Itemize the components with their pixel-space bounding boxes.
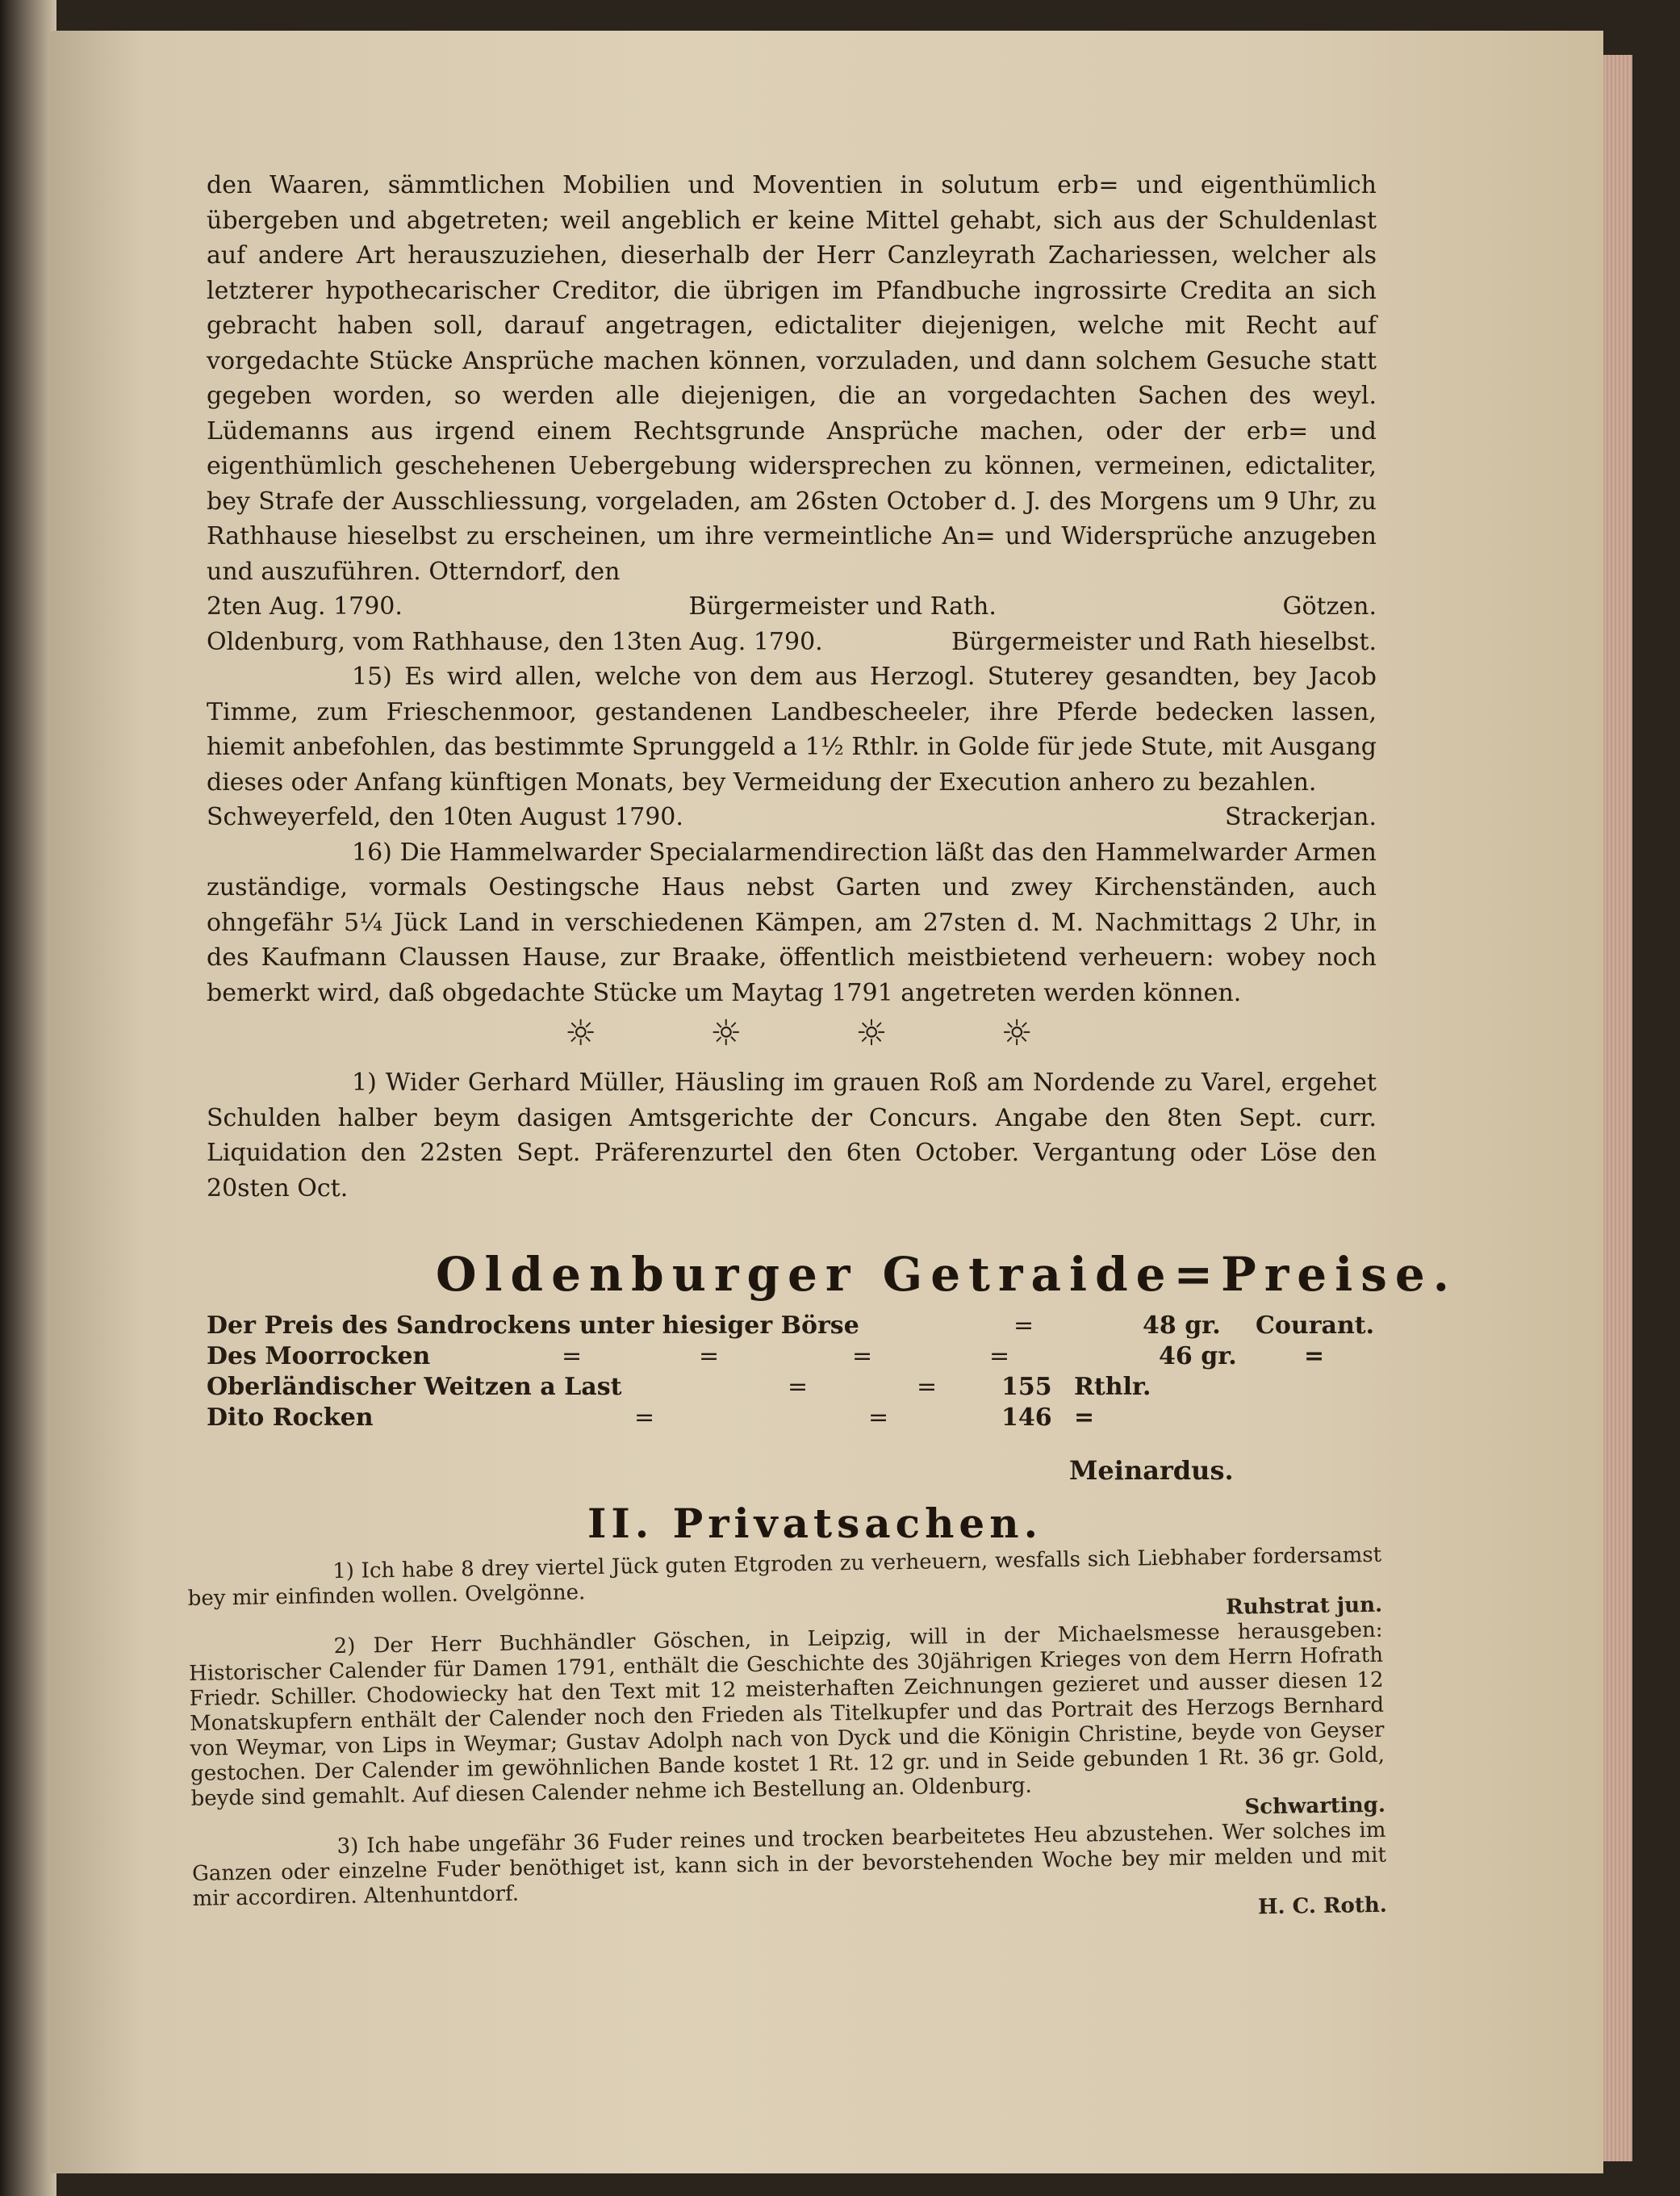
private-item-1-sign: Ruhstrat jun. <box>1225 1592 1383 1620</box>
private-notices <box>187 1543 1387 1937</box>
ditto-mark: = <box>868 1403 889 1432</box>
ditto-mark: = <box>989 1342 1010 1370</box>
page-edges <box>1603 55 1632 2161</box>
private-item-1: 1) Ich habe 8 drey viertel Jück guten Etgroden zu verheuern, wesfalls sich Liebhaber fordersamst bey mir einfinden wollen. Ovelgönne. <box>187 1542 1382 1611</box>
ditto-mark: = <box>1013 1311 1034 1340</box>
price-value: 48 gr. <box>1143 1311 1221 1340</box>
grain-price-table <box>207 1311 1377 1434</box>
price-label: Des Moorrocken <box>207 1342 431 1370</box>
price-unit: = <box>1074 1403 1095 1432</box>
price-value: 155 <box>1001 1373 1052 1401</box>
ditto-mark: = <box>634 1403 655 1432</box>
public-notices <box>207 168 1377 1010</box>
luedemann-notice: den Waaren, sämmtlichen Mobilien und Moventien in solutum erb= und eigenthümlich übergeben und abgetreten; weil angeblich er keine Mittel gehabt, sich aus der Schuldenlast auf andere Art herauszuziehen, dieserhalb der Herr Canzleyrath Zachariessen, welcher als letzterer hypothecarischer Creditor, die übrigen im Pfandbuche ingrossirte Credita an sich gebracht haben soll, darauf angetragen, edictaliter diejenigen, welche mit Recht auf vorgedachte Stücke Ansprüche machen können, vorzuladen, und dann solchem Gesuche statt gegeben worden, so werden alle diejenigen, die an vorgedachten Sachen des weyl. Lüdemanns aus irgend einem Rechtsgrunde Ansprüche machen, oder der erb= und eigenthümlich geschehenen Uebergebung widersprechen zu können, vermeinen, edictaliter, bey Strafe der Ausschliessung, vorgeladen, am 26sten October d. J. des Morgens um 9 Uhr, zu Rathhause hieselbst zu erscheinen, um ihre vermeintliche An= und Widersprüche anzugeben und auszuführen. Otterndorf, den <box>207 171 1377 586</box>
otterndorf-date: 2ten Aug. 1790. <box>207 592 403 621</box>
oldenburg-signature-line <box>207 625 1377 660</box>
price-unit: Courant. <box>1256 1311 1375 1340</box>
ditto-mark: = <box>788 1373 809 1401</box>
ditto-marks <box>207 1373 1377 1403</box>
concurs-notice <box>207 1065 1377 1206</box>
ditto-marks <box>207 1403 1377 1434</box>
price-unit: Rthlr. <box>1074 1373 1151 1401</box>
private-item-3: 3) Ich habe ungefähr 36 Fuder reines und trocken bearbeitetes Heu abzustehen. Wer solches im Ganzen oder einzelne Fuder benöthiget ist, kann sich in der bevorstehenden Woche bey mir melden und mit mir accordiren. Altenhuntdorf. <box>191 1817 1387 1911</box>
private-item-3-sign: H. C. Roth. <box>1257 1893 1388 1920</box>
price-value: 46 gr. <box>1159 1342 1237 1370</box>
otterndorf-signature-line <box>207 589 1377 625</box>
ditto-mark: = <box>699 1342 720 1370</box>
price-unit: = <box>1304 1342 1325 1370</box>
grain-prices-heading: Oldenburger Getraide=Preise. <box>436 1247 1457 1302</box>
sun-ornament-icon: ☼ <box>565 1013 597 1054</box>
sun-ornament-icon: ☼ <box>855 1013 888 1054</box>
ditto-mark: = <box>917 1373 938 1401</box>
notice-15-signature-line <box>207 800 1377 835</box>
otterndorf-sign: Götzen. <box>1282 592 1377 621</box>
sun-ornament-icon: ☼ <box>710 1013 742 1054</box>
oldenburg-issuer: Bürgermeister und Rath hieselbst. <box>951 627 1377 656</box>
price-value: 146 <box>1001 1403 1052 1432</box>
private-item-2-sign: Schwarting. <box>1244 1792 1386 1820</box>
ditto-mark: = <box>852 1342 873 1370</box>
book-spine <box>0 0 56 2196</box>
notice-15: 15) Es wird allen, welche von dem aus Herzogl. Stuterey gesandten, bey Jacob Timme, zum Frieschenmoor, gestandenen Landbescheeler, ihre Pferde bedecken lassen, hiemit anbefohlen, das bestimmte Sprunggeld a 1½ Rthlr. in Golde für jede Stute, mit Ausgang dieses oder Anfang künftigen Monats, bey Vermeidung der Execution anhero zu bezahlen. <box>207 663 1377 797</box>
price-row <box>207 1403 1377 1434</box>
otterndorf-issuer: Bürgermeister und Rath. <box>688 592 997 621</box>
price-label: Der Preis des Sandrockens unter hiesiger Börse <box>207 1311 859 1340</box>
concurs-text: 1) Wider Gerhard Müller, Häusling im grauen Roß am Nordende zu Varel, ergehet Schulden halber beym dasigen Amtsgerichte der Concurs. Angabe den 8ten Sept. curr. Liquidation den 22sten Sept. Präferenzurtel den 6ten October. Vergantung oder Löse den 20sten Oct. <box>207 1069 1377 1203</box>
notice-16: 16) Die Hammelwarder Specialarmendirection läßt das den Hammelwarder Armen zuständige, vormals Oestingsche Haus nebst Garten und zwey Kirchenständen, auch ohngefähr 5¼ Jück Land in verschiedenen Kämpen, am 27sten d. M. Nachmittags 2 Uhr, in des Kaufmann Claussen Hause, zur Braake, öffentlich meistbietend verheuern: wobey noch bemerkt wird, daß obgedachte Stücke um Maytag 1791 angetreten werden können. <box>207 838 1377 1007</box>
ornament-separator <box>565 1013 1033 1054</box>
price-row <box>207 1311 1377 1342</box>
price-row <box>207 1373 1377 1403</box>
grain-prices-signature: Meinardus. <box>1069 1455 1234 1486</box>
price-label: Dito Rocken <box>207 1403 374 1432</box>
ditto-mark: = <box>562 1342 583 1370</box>
notice-15-place: Schweyerfeld, den 10ten August 1790. <box>207 803 683 831</box>
private-section-heading: II. Privatsachen. <box>587 1500 1043 1547</box>
price-row <box>207 1342 1377 1373</box>
notice-15-sign: Strackerjan. <box>1225 803 1377 831</box>
price-label: Oberländischer Weitzen a Last <box>207 1373 622 1401</box>
private-item-2: 2) Der Herr Buchhändler Göschen, in Leipzig, will in der Michaelsmesse herausgeben: Historischer Calender für Damen 1791, enthält die Geschichte des 30jährigen Krieges von dem Herrn Hofrath Friedr. Schiller. Chodowiecky hat den Text mit 12 meisterhaften Zeichnungen gezieret und ausser diesen 12 Monatskupfern enthält der Calender noch den Frieden als Titelkupfer und das Portrait des Herzogs Bernhard von Weymar, von Lips in Weymar; Gustav Adolph nach von Dyck und die Königin Christine, beyde von Geyser gestochen. Der Calender im gewöhnlichen Bande kostet 1 Rt. 12 gr. und in Seide gebunden 1 Rt. 36 gr. Gold, beyde sind gemahlt. Auf diesen Calender nehme ich Bestellung an. Oldenburg. <box>188 1617 1385 1811</box>
oldenburg-date: Oldenburg, vom Rathhause, den 13ten Aug. 1790. <box>207 627 823 656</box>
sun-ornament-icon: ☼ <box>1001 1013 1033 1054</box>
